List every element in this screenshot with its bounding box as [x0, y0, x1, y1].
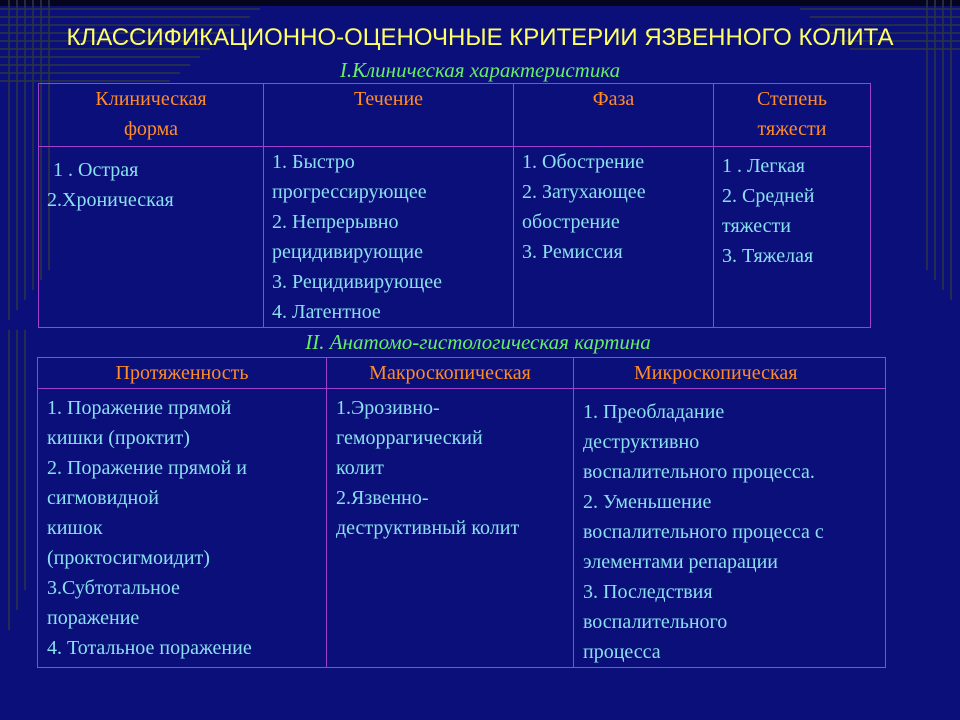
header-line: Фаза: [592, 88, 635, 110]
cell-clinical-form: [39, 147, 264, 328]
header-extent: [38, 358, 327, 389]
cell-item: воспалительного процесса с: [583, 521, 824, 543]
clinical-body-row: [39, 147, 871, 328]
cell-item: 3. Последствия: [583, 581, 713, 603]
cell-course: [264, 147, 514, 328]
header-line: тяжести: [757, 118, 827, 140]
header-line: Протяженность: [115, 362, 249, 384]
cell-item: воспалительного: [583, 611, 728, 633]
cell-item: 1. Поражение прямой: [47, 397, 232, 419]
cell-item: 2. Непрерывно: [272, 211, 399, 233]
header-line: Степень: [756, 88, 828, 110]
anatomy-body-row: [38, 389, 886, 668]
cell-item: деструктивно: [583, 431, 700, 453]
header-line: Микроскопическая: [634, 362, 798, 384]
cell-item: рецидивирующие: [272, 241, 423, 263]
cell-item: кишки (проктит): [47, 427, 190, 449]
cell-item: колит: [336, 457, 384, 479]
cell-item: 3. Тяжелая: [722, 245, 814, 267]
clinical-header-row: [39, 84, 871, 147]
header-clinical-form: [39, 84, 264, 147]
cell-item: процесса: [583, 641, 661, 663]
cell-item: тяжести: [722, 215, 791, 237]
section2-heading: II. Анатомо-гистологическая картина: [305, 330, 651, 354]
cell-phase: [514, 147, 714, 328]
cell-item: элементами репарации: [583, 551, 778, 573]
cell-severity: [714, 147, 871, 328]
corner-pattern-bottom-left: [0, 330, 40, 720]
anatomy-table: [37, 357, 886, 668]
cell-item: 4. Латентное: [272, 301, 381, 323]
header-macroscopic: [327, 358, 574, 389]
cell-item: 2. Поражение прямой и: [47, 457, 247, 479]
header-line: форма: [123, 118, 179, 140]
cell-item: 1.Эрозивно-: [336, 397, 440, 419]
header-line: Течение: [353, 88, 424, 110]
cell-item: 3. Рецидивирующее: [272, 271, 442, 293]
cell-item: 1 . Легкая: [722, 155, 805, 177]
cell-item: 1 . Острая: [53, 159, 139, 181]
clinical-table: [38, 83, 871, 328]
cell-microscopic: [574, 389, 886, 668]
header-course: [264, 84, 514, 147]
cell-item: 2.Язвенно-: [336, 487, 429, 509]
cell-item: (проктосигмоидит): [47, 547, 210, 569]
cell-item: кишок: [47, 517, 103, 539]
cell-item: 2. Средней: [722, 185, 815, 207]
cell-item: обострение: [522, 211, 620, 233]
cell-item: геморрагический: [336, 427, 483, 449]
cell-item: 1. Преобладание: [583, 401, 725, 423]
header-line: Макроскопическая: [369, 362, 531, 384]
section1-heading: I.Клиническая характеристика: [339, 58, 621, 82]
cell-item: прогрессирующее: [272, 181, 427, 203]
cell-item: деструктивный колит: [336, 517, 520, 539]
anatomy-header-row: [38, 358, 886, 389]
cell-item: 2. Уменьшение: [583, 491, 712, 513]
header-line: Клиническая: [95, 88, 207, 110]
slide-title: КЛАССИФИКАЦИОННО-ОЦЕНОЧНЫЕ КРИТЕРИИ ЯЗВЕННОГО КОЛИТА: [66, 24, 894, 51]
cell-item: 2. Затухающее: [522, 181, 646, 203]
cell-item: поражение: [47, 607, 140, 629]
cell-item: воспалительного процесса.: [583, 461, 815, 483]
header-phase: [514, 84, 714, 147]
cell-item: 2.Хроническая: [47, 189, 174, 211]
header-microscopic: [574, 358, 886, 389]
cell-item: 3. Ремиссия: [522, 241, 623, 263]
cell-item: 1. Обострение: [522, 151, 645, 173]
cell-extent: [38, 389, 327, 668]
cell-item: сигмовидной: [47, 487, 159, 509]
cell-item: 4. Тотальное поражение: [47, 637, 252, 659]
cell-macroscopic: [327, 389, 574, 668]
cell-item: 1. Быстро: [272, 151, 355, 173]
header-severity: [714, 84, 871, 147]
cell-item: 3.Субтотальное: [47, 577, 180, 599]
